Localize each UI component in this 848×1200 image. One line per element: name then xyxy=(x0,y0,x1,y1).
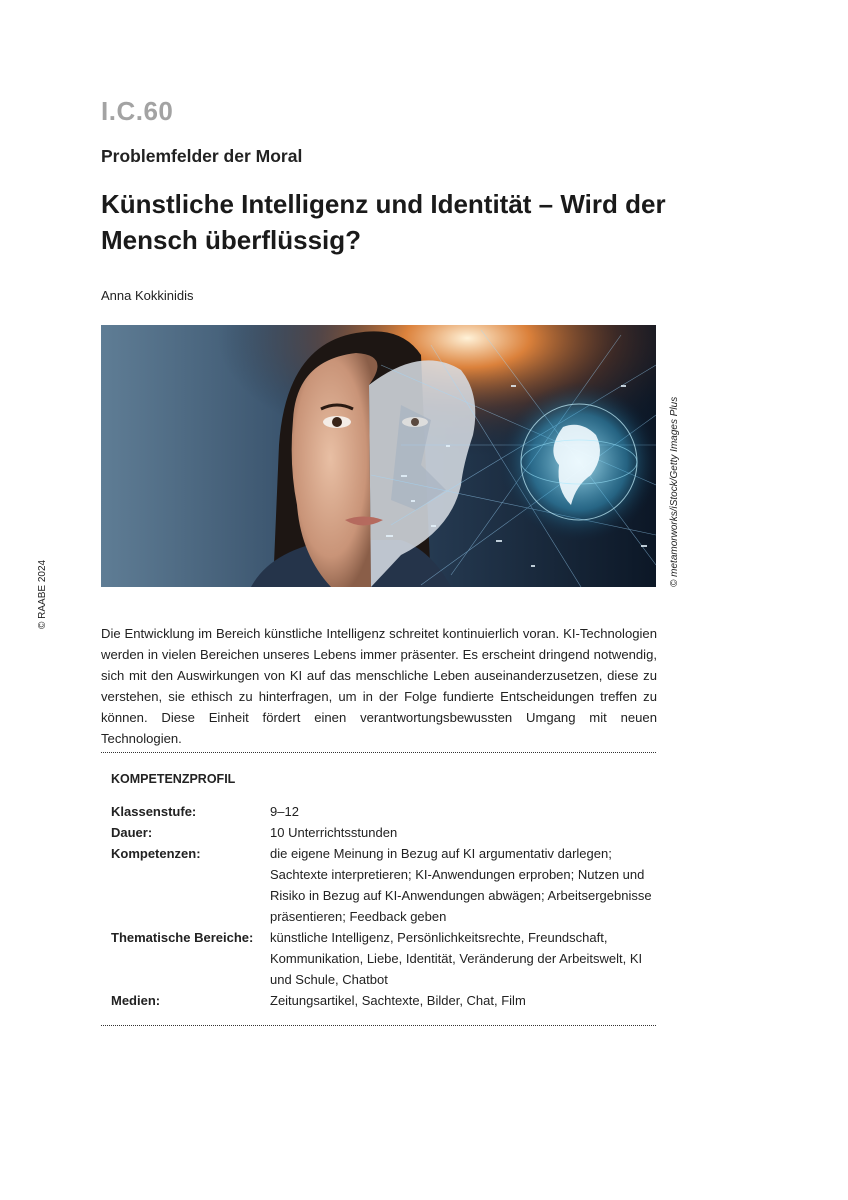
hero-image xyxy=(101,325,656,587)
image-credit: © metamorworks/iStock/Getty Images Plus xyxy=(669,396,680,587)
divider-bottom xyxy=(101,1025,656,1026)
divider-top xyxy=(101,752,656,753)
author-name: Anna Kokkinidis xyxy=(101,288,194,303)
intro-paragraph: Die Entwicklung im Bereich künstliche Intelligenz schreitet kontinuierlich voran. KI-Technologien werden in vielen Bereichen unseres Lebens immer präsenter. Es erscheint dringend notwendig, sich mit den Auswirkungen von KI auf das menschliche Leben auseinanderzusetzen, diese zu verstehen, sie ethisch zu hinterfragen, um in der Folge fundierte Entscheidungen treffen zu können. Diese Einheit fördert einen verantwortungsbewussten Umgang mit neuen Technologien. xyxy=(101,626,657,746)
kp-row-medien xyxy=(111,990,656,1011)
copyright-note: © RAABE 2024 xyxy=(37,559,48,629)
kp-row-klassenstufe xyxy=(111,801,656,822)
kp-label: Medien: xyxy=(111,993,161,1008)
kp-value: 10 Unterrichtsstunden xyxy=(270,825,398,840)
kp-row-kompetenzen xyxy=(111,843,656,927)
series-title: Problemfelder der Moral xyxy=(101,146,303,166)
kp-label: Thematische Bereiche: xyxy=(111,930,254,945)
kp-row-thematische-bereiche xyxy=(111,927,656,990)
kp-value: künstliche Intelligenz, Persönlichkeitsrechte, Freundschaft, Kommunikation, Liebe, Identität, Veränderung der Arbeitswelt, KI und Schule, Chatbot xyxy=(270,930,643,987)
kp-row-dauer xyxy=(111,822,656,843)
unit-code: I.C.60 xyxy=(101,96,174,126)
kp-value: die eigene Meinung in Bezug auf KI argumentativ darlegen; Sachtexte interpretieren; KI-Anwendungen erproben; Nutzen und Risiko in Bezug auf KI-Anwendungen abwägen; Arbeitsergebnisse präsentieren; Feedback geben xyxy=(270,846,652,924)
kp-value: 9–12 xyxy=(270,804,299,819)
kp-value: Zeitungsartikel, Sachtexte, Bilder, Chat, Film xyxy=(270,993,526,1008)
page-title: Künstliche Intelligenz und Identität – Wird der Mensch überflüssig? xyxy=(101,189,666,255)
kompetenzprofil-table xyxy=(111,801,656,1011)
kp-label: Dauer: xyxy=(111,825,153,840)
kp-label: Klassenstufe: xyxy=(111,804,197,819)
kp-label: Kompetenzen: xyxy=(111,846,201,861)
kompetenzprofil-heading: KOMPETENZPROFIL xyxy=(111,772,236,786)
